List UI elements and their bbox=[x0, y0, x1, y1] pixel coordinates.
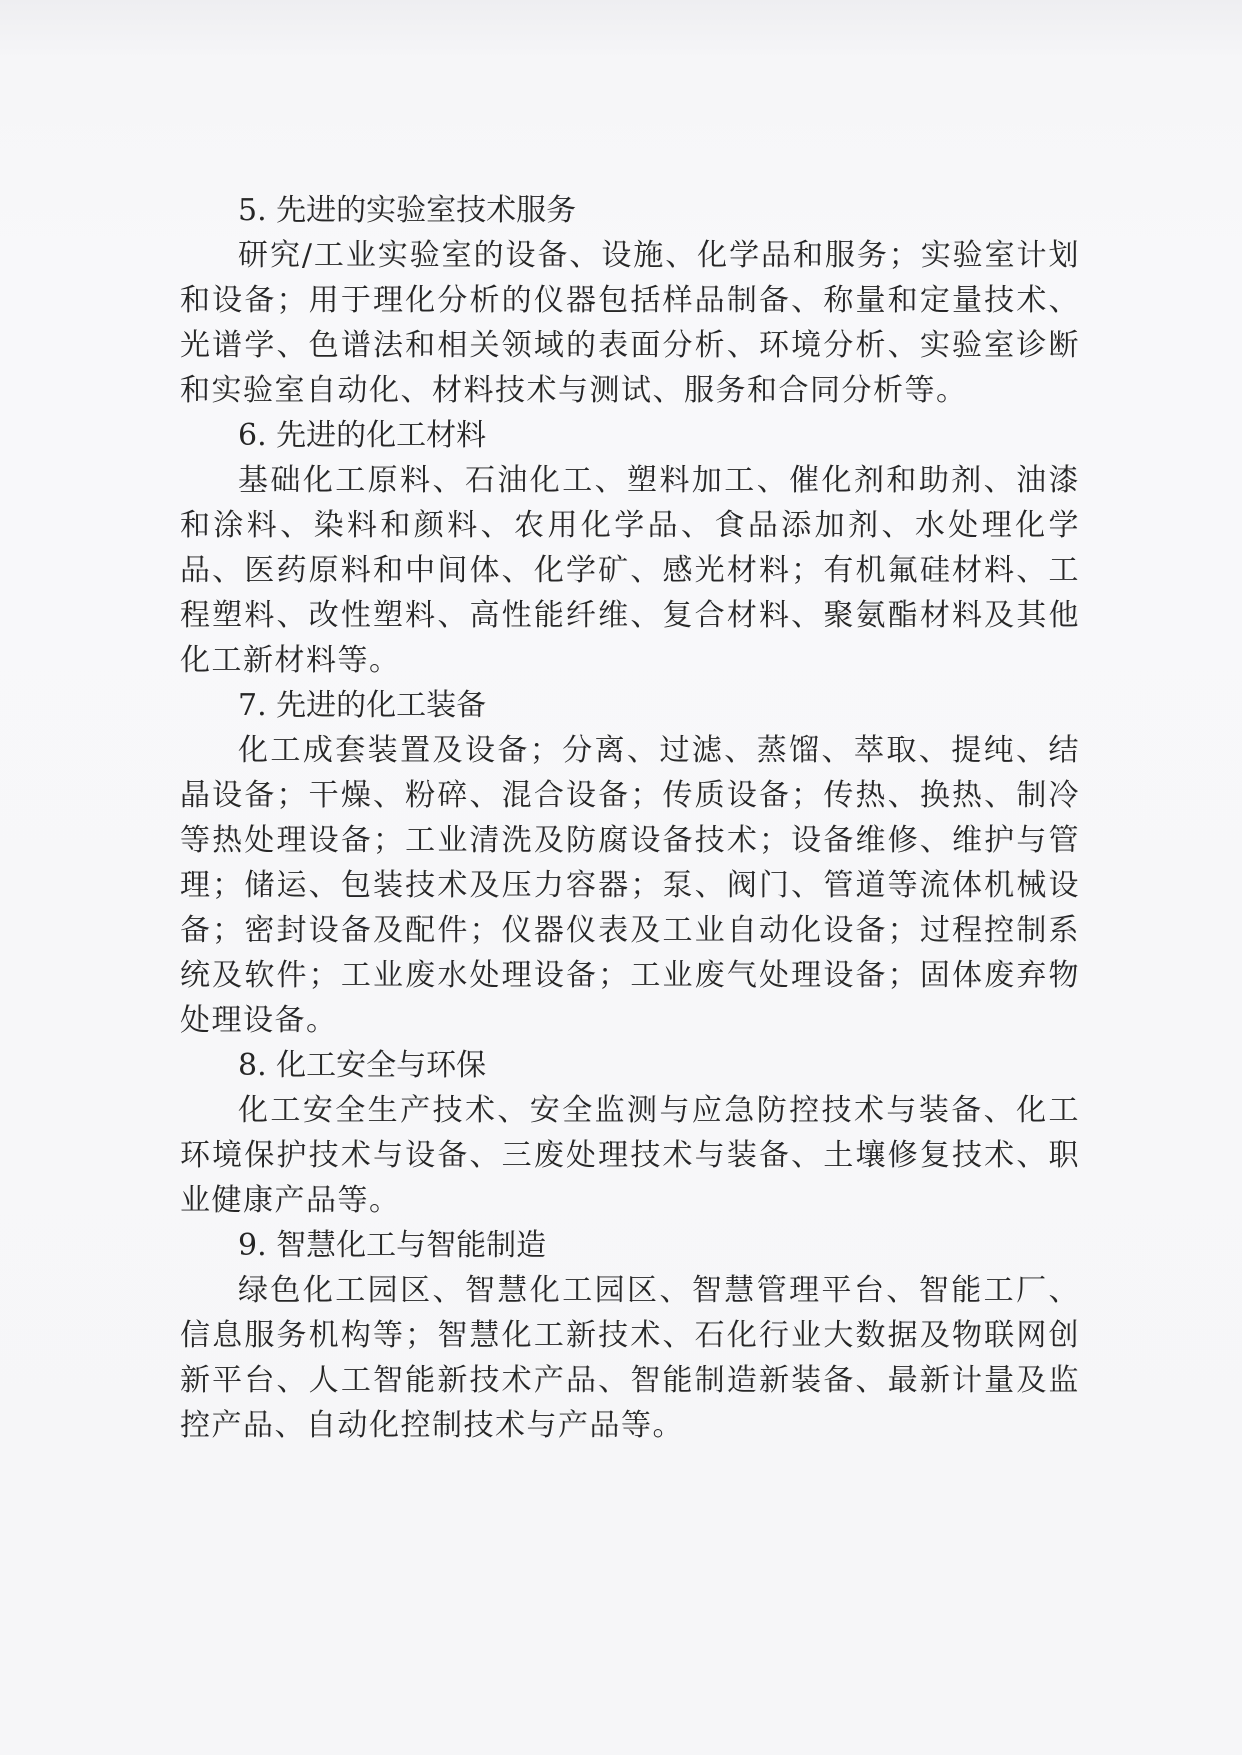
section-paragraph: 绿色化工园区、智慧化工园区、智慧管理平台、智能工厂、信息服务机构等；智慧化工新技术、石化行业大数据及物联网创新平台、人工智能新技术产品、智能制造新装备、最新计量及监控产品、自动化控制技术与产品等。 bbox=[180, 1273, 1080, 1443]
section-paragraph: 化工成套装置及设备；分离、过滤、蒸馏、萃取、提纯、结晶设备；干燥、粉碎、混合设备；传质设备；传热、换热、制冷等热处理设备；工业清洗及防腐设备技术；设备维修、维护与管理；储运、包装技术及压力容器；泵、阀门、管道等流体机械设备；密封设备及配件；仪器仪表及工业自动化设备；过程控制系统及软件；工业废水处理设备；工业废气处理设备；固体废弃物处理设备。 bbox=[180, 733, 1080, 1038]
section-heading: 6. 先进的化工材料 bbox=[238, 418, 487, 453]
section-paragraph: 化工安全生产技术、安全监测与应急防控技术与装备、化工环境保护技术与设备、三废处理技术与装备、土壤修复技术、职业健康产品等。 bbox=[180, 1093, 1080, 1218]
section-heading: 5. 先进的实验室技术服务 bbox=[238, 193, 577, 228]
section-paragraph: 研究/工业实验室的设备、设施、化学品和服务；实验室计划和设备；用于理化分析的仪器包括样品制备、称量和定量技术、光谱学、色谱法和相关领域的表面分析、环境分析、实验室诊断和实验室自动化、材料技术与测试、服务和合同分析等。 bbox=[180, 238, 1080, 408]
section-heading: 7. 先进的化工装备 bbox=[238, 688, 487, 723]
section-laboratory-services bbox=[180, 188, 1080, 413]
document-body bbox=[180, 188, 1080, 1448]
section-heading: 8. 化工安全与环保 bbox=[238, 1048, 487, 1083]
section-paragraph: 基础化工原料、石油化工、塑料加工、催化剂和助剂、油漆和涂料、染料和颜料、农用化学品、食品添加剂、水处理化学品、医药原料和中间体、化学矿、感光材料；有机氟硅材料、工程塑料、改性塑料、高性能纤维、复合材料、聚氨酯材料及其他化工新材料等。 bbox=[180, 463, 1080, 678]
section-safety-environment bbox=[180, 1043, 1080, 1223]
section-chemical-materials bbox=[180, 413, 1080, 683]
section-smart-manufacturing bbox=[180, 1223, 1080, 1448]
section-chemical-equipment bbox=[180, 683, 1080, 1043]
section-heading: 9. 智慧化工与智能制造 bbox=[238, 1228, 547, 1263]
